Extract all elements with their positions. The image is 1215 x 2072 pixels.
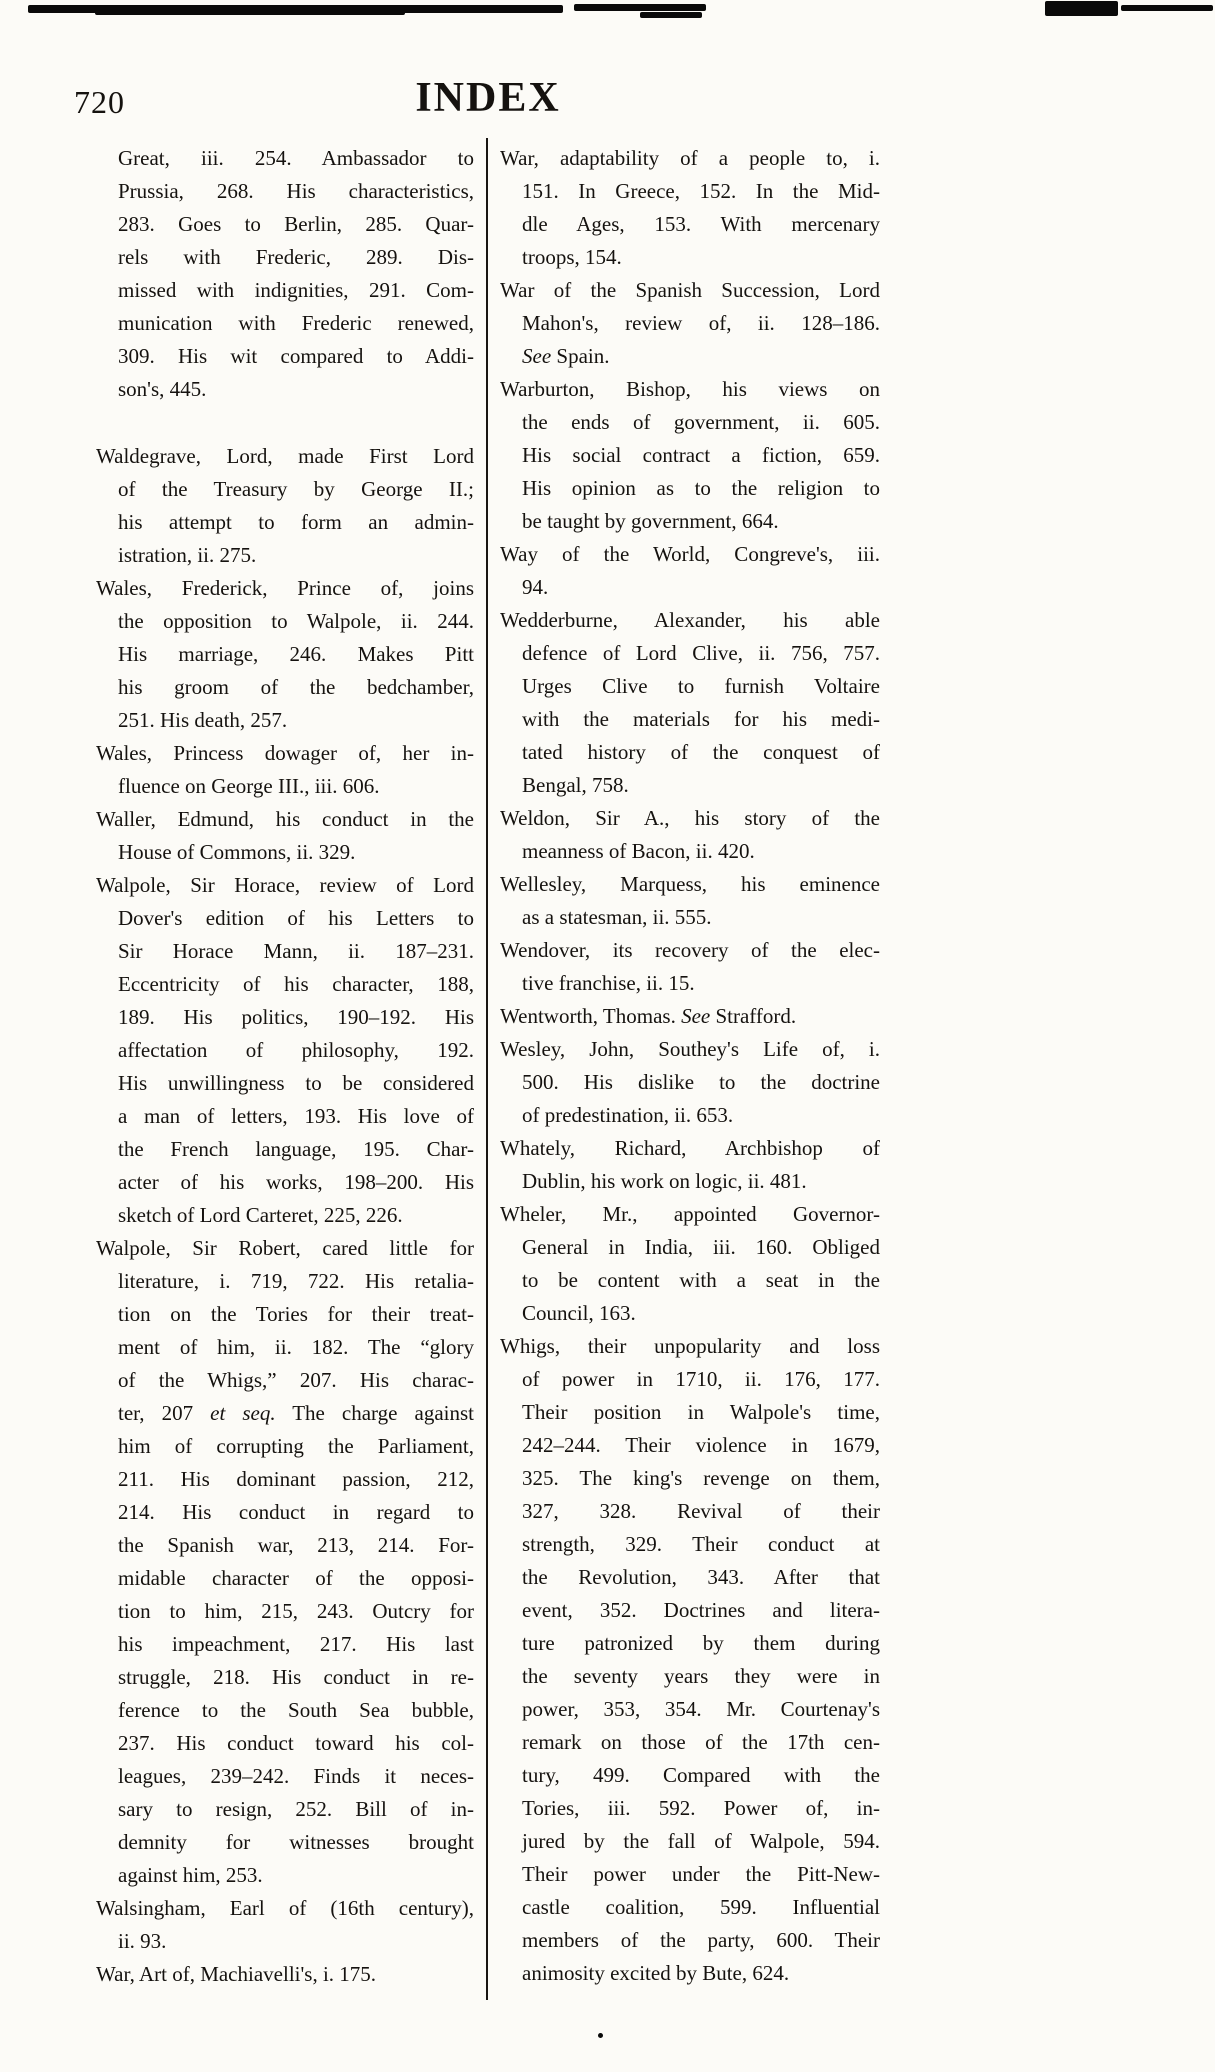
index-line: of predestination, ii. 653.: [522, 1103, 734, 1127]
index-line: literature, i. 719, 722. His retalia-: [118, 1269, 474, 1293]
index-entry: [500, 1000, 880, 1033]
index-line: 189. His politics, 190–192. His: [118, 1005, 474, 1029]
index-line: 237. His conduct toward his col-: [118, 1731, 474, 1755]
index-line: Mahon's, review of, ii. 128–186.: [522, 311, 880, 335]
index-line: Dublin, his work on logic, ii. 481.: [522, 1169, 807, 1193]
scan-speck: [598, 2033, 603, 2038]
index-line: 283. Goes to Berlin, 285. Quar-: [118, 212, 474, 236]
index-line: Walpole, Sir Robert, cared little for: [96, 1236, 474, 1260]
index-line: 242–244. Their violence in 1679,: [522, 1433, 880, 1457]
index-line: the seventy years they were in: [522, 1664, 880, 1688]
index-line: the French language, 195. Char-: [118, 1137, 474, 1161]
index-line: power, 353, 354. Mr. Courtenay's: [522, 1697, 880, 1721]
index-line: event, 352. Doctrines and litera-: [522, 1598, 880, 1622]
index-line: of power in 1710, ii. 176, 177.: [522, 1367, 880, 1391]
index-line: His unwillingness to be considered: [118, 1071, 474, 1095]
index-line: be taught by government, 664.: [522, 509, 779, 533]
index-line: the Revolution, 343. After that: [522, 1565, 880, 1589]
index-line: troops, 154.: [522, 245, 622, 269]
index-line: the Spanish war, 213, 214. For-: [118, 1533, 474, 1557]
scan-artifact: [1121, 5, 1213, 11]
index-line: 309. His wit compared to Addi-: [118, 344, 474, 368]
index-entry: [500, 868, 880, 934]
index-line: His opinion as to the religion to: [522, 476, 880, 500]
index-line: ture patronized by them during: [522, 1631, 880, 1655]
index-line: War of the Spanish Succession, Lord: [500, 278, 880, 302]
index-line: 325. The king's revenge on them,: [522, 1466, 880, 1490]
index-line: ter, 207 et seq. The charge against: [118, 1401, 474, 1425]
index-line: 211. His dominant passion, 212,: [118, 1467, 474, 1491]
index-entry: [96, 1958, 474, 1991]
index-line: War, Art of, Machiavelli's, i. 175.: [96, 1962, 377, 1986]
index-line: tion to him, 215, 243. Outcry for: [118, 1599, 474, 1623]
index-line: Prussia, 268. His characteristics,: [118, 179, 474, 203]
index-line: 214. His conduct in regard to: [118, 1500, 474, 1524]
index-line: munication with Frederic renewed,: [118, 311, 474, 335]
index-line: Walpole, Sir Horace, review of Lord: [96, 873, 474, 897]
index-line: Whigs, their unpopularity and loss: [500, 1334, 880, 1358]
index-line: jured by the fall of Walpole, 594.: [522, 1829, 880, 1853]
index-line: Wales, Princess dowager of, her in-: [96, 741, 474, 765]
index-line: His marriage, 246. Makes Pitt: [118, 642, 474, 666]
index-line: Warburton, Bishop, his views on: [500, 377, 880, 401]
index-line: defence of Lord Clive, ii. 756, 757.: [522, 641, 880, 665]
index-line: the opposition to Walpole, ii. 244.: [118, 609, 474, 633]
index-line: 151. In Greece, 152. In the Mid-: [522, 179, 880, 203]
index-line: Waldegrave, Lord, made First Lord: [96, 444, 474, 468]
index-line: of the Treasury by George II.;: [118, 477, 474, 501]
index-entry: [500, 604, 880, 802]
index-line: affectation of philosophy, 192.: [118, 1038, 474, 1062]
scan-artifact: [574, 4, 706, 11]
index-line: War, adaptability of a people to, i.: [500, 146, 880, 170]
index-line: Wentworth, Thomas. See Strafford.: [500, 1004, 797, 1028]
index-line: Bengal, 758.: [522, 773, 629, 797]
index-line: Great, iii. 254. Ambassador to: [118, 146, 474, 170]
index-line: him of corrupting the Parliament,: [118, 1434, 474, 1458]
index-line: General in India, iii. 160. Obliged: [522, 1235, 880, 1259]
index-line: remark on those of the 17th cen-: [522, 1730, 880, 1754]
index-entry: [500, 142, 880, 274]
index-line: missed with indignities, 291. Com-: [118, 278, 474, 302]
index-entry: [96, 1232, 474, 1892]
index-line: tury, 499. Compared with the: [522, 1763, 880, 1787]
index-line: Wedderburne, Alexander, his able: [500, 608, 880, 632]
index-line: Eccentricity of his character, 188,: [118, 972, 474, 996]
index-line: meanness of Bacon, ii. 420.: [522, 839, 755, 863]
index-line: dle Ages, 153. With mercenary: [522, 212, 880, 236]
page-title: INDEX: [415, 75, 561, 121]
index-line: ference to the South Sea bubble,: [118, 1698, 474, 1722]
index-column-right: [500, 142, 880, 1990]
index-entry: [500, 274, 880, 373]
index-line: Council, 163.: [522, 1301, 636, 1325]
index-entry: [500, 538, 880, 604]
index-entry: [96, 440, 474, 572]
index-line: midable character of the opposi-: [118, 1566, 474, 1590]
index-line: leagues, 239–242. Finds it neces-: [118, 1764, 474, 1788]
index-line: as a statesman, ii. 555.: [522, 905, 712, 929]
index-entry: [500, 802, 880, 868]
index-line: Sir Horace Mann, ii. 187–231.: [118, 939, 474, 963]
index-entry: [96, 1892, 474, 1958]
index-line: castle coalition, 599. Influential: [522, 1895, 880, 1919]
index-line: Wheler, Mr., appointed Governor-: [500, 1202, 880, 1226]
index-line: Weldon, Sir A., his story of the: [500, 806, 880, 830]
index-line: Their position in Walpole's time,: [522, 1400, 880, 1424]
scan-artifact: [95, 10, 405, 15]
index-entry: [500, 934, 880, 1000]
index-line: sketch of Lord Carteret, 225, 226.: [118, 1203, 403, 1227]
index-entry: [96, 737, 474, 803]
index-line: 327, 328. Revival of their: [522, 1499, 880, 1523]
index-entry: [500, 1198, 880, 1330]
index-line: strength, 329. Their conduct at: [522, 1532, 880, 1556]
index-line: Dover's edition of his Letters to: [118, 906, 474, 930]
index-line: fluence on George III., iii. 606.: [118, 774, 380, 798]
index-line: Whately, Richard, Archbishop of: [500, 1136, 880, 1160]
index-line: against him, 253.: [118, 1863, 263, 1887]
index-column-left: [96, 142, 474, 1991]
index-line: animosity excited by Bute, 624.: [522, 1961, 790, 1985]
index-line: rels with Frederic, 289. Dis-: [118, 245, 474, 269]
index-line: demnity for witnesses brought: [118, 1830, 474, 1854]
index-line: ii. 93.: [118, 1929, 167, 1953]
index-line: of the Whigs,” 207. His charac-: [118, 1368, 474, 1392]
index-line: tated history of the conquest of: [522, 740, 880, 764]
index-line: Wales, Frederick, Prince of, joins: [96, 576, 474, 600]
index-line: his attempt to form an admin-: [118, 510, 474, 534]
index-entry: [500, 1132, 880, 1198]
index-line: istration, ii. 275.: [118, 543, 257, 567]
column-divider: [486, 138, 488, 2000]
index-line: Wendover, its recovery of the elec-: [500, 938, 880, 962]
index-line: Their power under the Pitt-New-: [522, 1862, 880, 1886]
index-line: 500. His dislike to the doctrine: [522, 1070, 880, 1094]
index-line: his impeachment, 217. His last: [118, 1632, 474, 1656]
index-line: Urges Clive to furnish Voltaire: [522, 674, 880, 698]
page-number: 720: [74, 84, 125, 120]
index-entry: [96, 142, 474, 406]
index-line: members of the party, 600. Their: [522, 1928, 880, 1952]
index-line: Wellesley, Marquess, his eminence: [500, 872, 880, 896]
index-entry: [500, 1033, 880, 1132]
index-line: a man of letters, 193. His love of: [118, 1104, 474, 1128]
index-line: his groom of the bedchamber,: [118, 675, 474, 699]
index-line: ment of him, ii. 182. The “glory: [118, 1335, 474, 1359]
index-entry: [500, 373, 880, 538]
index-line: 94.: [522, 575, 549, 599]
index-line: tion on the Tories for their treat-: [118, 1302, 474, 1326]
index-line: His social contract a fiction, 659.: [522, 443, 880, 467]
index-line: sary to resign, 252. Bill of in-: [118, 1797, 474, 1821]
index-line: House of Commons, ii. 329.: [118, 840, 356, 864]
index-line: acter of his works, 198–200. His: [118, 1170, 474, 1194]
index-line: to be content with a seat in the: [522, 1268, 880, 1292]
index-line: See Spain.: [522, 344, 610, 368]
index-entry: [96, 572, 474, 737]
index-line: son's, 445.: [118, 377, 207, 401]
index-line: with the materials for his medi-: [522, 707, 880, 731]
scan-artifact: [640, 12, 702, 18]
index-line: Wesley, John, Southey's Life of, i.: [500, 1037, 880, 1061]
index-line: struggle, 218. His conduct in re-: [118, 1665, 474, 1689]
index-line: the ends of government, ii. 605.: [522, 410, 880, 434]
index-entry: [500, 1330, 880, 1990]
index-line: Waller, Edmund, his conduct in the: [96, 807, 474, 831]
index-line: Walsingham, Earl of (16th century),: [96, 1896, 474, 1920]
index-entry: [96, 869, 474, 1232]
index-line: tive franchise, ii. 15.: [522, 971, 695, 995]
index-line: Tories, iii. 592. Power of, in-: [522, 1796, 880, 1820]
scan-artifact: [1045, 1, 1118, 16]
index-line: Way of the World, Congreve's, iii.: [500, 542, 880, 566]
index-entry: [96, 803, 474, 869]
index-line: 251. His death, 257.: [118, 708, 288, 732]
